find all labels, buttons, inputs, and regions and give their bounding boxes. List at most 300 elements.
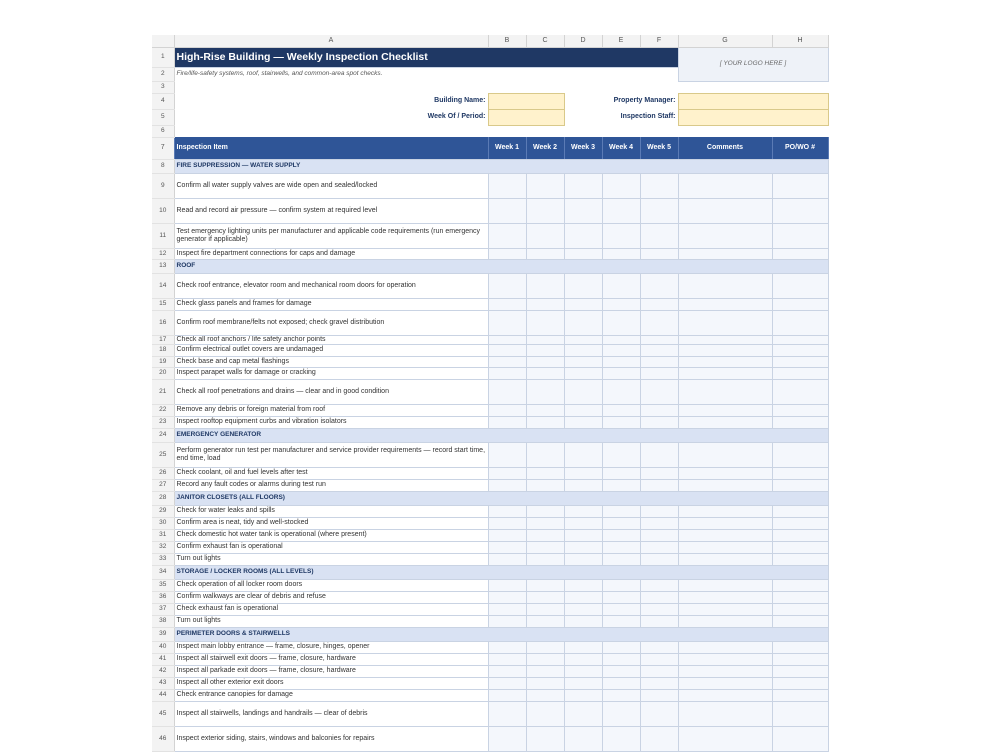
sheet-title[interactable]: High-Rise Building — Weekly Inspection Checklist bbox=[174, 47, 678, 67]
week-1-cell[interactable] bbox=[488, 641, 526, 653]
week-3-cell[interactable] bbox=[564, 579, 602, 591]
week-2-cell[interactable] bbox=[526, 404, 564, 416]
week-3-cell[interactable] bbox=[564, 641, 602, 653]
week-2-cell[interactable] bbox=[526, 591, 564, 603]
week-1-cell[interactable] bbox=[488, 665, 526, 677]
comments-cell[interactable] bbox=[678, 701, 772, 726]
row-number[interactable]: 15 bbox=[152, 298, 174, 310]
po-wo-cell[interactable] bbox=[772, 665, 828, 677]
week-2-cell[interactable] bbox=[526, 517, 564, 529]
row-number[interactable]: 10 bbox=[152, 198, 174, 223]
week-4-cell[interactable] bbox=[602, 479, 640, 491]
comments-cell[interactable] bbox=[678, 579, 772, 591]
week-3-cell[interactable] bbox=[564, 416, 602, 428]
week-3-cell[interactable] bbox=[564, 653, 602, 665]
week-5-cell[interactable] bbox=[640, 467, 678, 479]
week-2-cell[interactable] bbox=[526, 701, 564, 726]
po-wo-cell[interactable] bbox=[772, 615, 828, 627]
week-2-cell[interactable] bbox=[526, 579, 564, 591]
week-2-cell[interactable] bbox=[526, 273, 564, 298]
week-5-cell[interactable] bbox=[640, 367, 678, 379]
week-5-cell[interactable] bbox=[640, 615, 678, 627]
week-5-cell[interactable] bbox=[640, 726, 678, 751]
week-4-cell[interactable] bbox=[602, 298, 640, 310]
week-2-cell[interactable] bbox=[526, 603, 564, 615]
po-wo-cell[interactable] bbox=[772, 517, 828, 529]
week-2-cell[interactable] bbox=[526, 367, 564, 379]
comments-cell[interactable] bbox=[678, 173, 772, 198]
week-4-cell[interactable] bbox=[602, 248, 640, 259]
row-number[interactable]: 45 bbox=[152, 701, 174, 726]
empty-cell[interactable] bbox=[174, 81, 828, 93]
row-number[interactable]: 14 bbox=[152, 273, 174, 298]
week-1-cell[interactable] bbox=[488, 173, 526, 198]
week-5-cell[interactable] bbox=[640, 173, 678, 198]
week-3-cell[interactable] bbox=[564, 677, 602, 689]
row-number[interactable]: 31 bbox=[152, 529, 174, 541]
comments-cell[interactable] bbox=[678, 273, 772, 298]
comments-cell[interactable] bbox=[678, 541, 772, 553]
column-header-f[interactable]: F bbox=[640, 35, 678, 47]
week-4-cell[interactable] bbox=[602, 677, 640, 689]
week-2-cell[interactable] bbox=[526, 726, 564, 751]
inspection-item-cell[interactable]: Turn out lights bbox=[174, 553, 488, 565]
week-1-cell[interactable] bbox=[488, 310, 526, 335]
header-week-5[interactable]: Week 5 bbox=[640, 137, 678, 159]
comments-cell[interactable] bbox=[678, 335, 772, 344]
week-3-cell[interactable] bbox=[564, 726, 602, 751]
po-wo-cell[interactable] bbox=[772, 335, 828, 344]
comments-cell[interactable] bbox=[678, 248, 772, 259]
week-2-cell[interactable] bbox=[526, 677, 564, 689]
week-3-cell[interactable] bbox=[564, 603, 602, 615]
week-4-cell[interactable] bbox=[602, 223, 640, 248]
week-3-cell[interactable] bbox=[564, 379, 602, 404]
comments-cell[interactable] bbox=[678, 505, 772, 517]
po-wo-cell[interactable] bbox=[772, 404, 828, 416]
week-3-cell[interactable] bbox=[564, 298, 602, 310]
inspection-item-cell[interactable]: Inspect parapet walls for damage or cracking bbox=[174, 367, 488, 379]
header-week-3[interactable]: Week 3 bbox=[564, 137, 602, 159]
week-5-cell[interactable] bbox=[640, 517, 678, 529]
inspection-item-cell[interactable]: Check all roof penetrations and drains — clear and in good condition bbox=[174, 379, 488, 404]
week-1-cell[interactable] bbox=[488, 442, 526, 467]
po-wo-cell[interactable] bbox=[772, 298, 828, 310]
week-1-cell[interactable] bbox=[488, 223, 526, 248]
week-5-cell[interactable] bbox=[640, 689, 678, 701]
header-inspection-item[interactable]: Inspection Item bbox=[174, 137, 488, 159]
po-wo-cell[interactable] bbox=[772, 442, 828, 467]
row-number[interactable]: 8 bbox=[152, 159, 174, 173]
week-2-cell[interactable] bbox=[526, 505, 564, 517]
week-4-cell[interactable] bbox=[602, 173, 640, 198]
inspection-item-cell[interactable]: Confirm area is neat, tidy and well-stocked bbox=[174, 517, 488, 529]
week-2-cell[interactable] bbox=[526, 479, 564, 491]
section-title[interactable]: JANITOR CLOSETS (ALL FLOORS) bbox=[174, 491, 828, 505]
row-number[interactable]: 33 bbox=[152, 553, 174, 565]
section-title[interactable]: FIRE SUPPRESSION — WATER SUPPLY bbox=[174, 159, 828, 173]
week-1-cell[interactable] bbox=[488, 404, 526, 416]
po-wo-cell[interactable] bbox=[772, 173, 828, 198]
comments-cell[interactable] bbox=[678, 726, 772, 751]
week-5-cell[interactable] bbox=[640, 653, 678, 665]
week-4-cell[interactable] bbox=[602, 701, 640, 726]
inspection-item-cell[interactable]: Check domestic hot water tank is operational (where present) bbox=[174, 529, 488, 541]
row-number[interactable]: 19 bbox=[152, 356, 174, 367]
comments-cell[interactable] bbox=[678, 223, 772, 248]
inspection-item-cell[interactable]: Inspect exterior siding, stairs, windows and balconies for repairs bbox=[174, 726, 488, 751]
row-number[interactable]: 3 bbox=[152, 81, 174, 93]
week-3-cell[interactable] bbox=[564, 335, 602, 344]
week-1-cell[interactable] bbox=[488, 467, 526, 479]
inspection-item-cell[interactable]: Check for water leaks and spills bbox=[174, 505, 488, 517]
week-2-cell[interactable] bbox=[526, 615, 564, 627]
comments-cell[interactable] bbox=[678, 653, 772, 665]
week-5-cell[interactable] bbox=[640, 416, 678, 428]
section-title[interactable]: STORAGE / LOCKER ROOMS (ALL LEVELS) bbox=[174, 565, 828, 579]
inspection-item-cell[interactable]: Confirm all water supply valves are wide open and sealed/locked bbox=[174, 173, 488, 198]
comments-cell[interactable] bbox=[678, 517, 772, 529]
week-3-cell[interactable] bbox=[564, 529, 602, 541]
week-5-cell[interactable] bbox=[640, 579, 678, 591]
inspection-item-cell[interactable]: Check base and cap metal flashings bbox=[174, 356, 488, 367]
week-4-cell[interactable] bbox=[602, 198, 640, 223]
inspection-item-cell[interactable]: Remove any debris or foreign material from roof bbox=[174, 404, 488, 416]
week-4-cell[interactable] bbox=[602, 579, 640, 591]
week-2-cell[interactable] bbox=[526, 689, 564, 701]
po-wo-cell[interactable] bbox=[772, 677, 828, 689]
inspection-item-cell[interactable]: Check roof entrance, elevator room and mechanical room doors for operation bbox=[174, 273, 488, 298]
week-4-cell[interactable] bbox=[602, 591, 640, 603]
week-2-cell[interactable] bbox=[526, 641, 564, 653]
row-number[interactable]: 18 bbox=[152, 344, 174, 356]
week-1-cell[interactable] bbox=[488, 653, 526, 665]
inspection-item-cell[interactable]: Check operation of all locker room doors bbox=[174, 579, 488, 591]
row-number[interactable]: 39 bbox=[152, 627, 174, 641]
week-1-cell[interactable] bbox=[488, 615, 526, 627]
po-wo-cell[interactable] bbox=[772, 726, 828, 751]
week-1-cell[interactable] bbox=[488, 701, 526, 726]
week-1-cell[interactable] bbox=[488, 367, 526, 379]
po-wo-cell[interactable] bbox=[772, 653, 828, 665]
week-3-cell[interactable] bbox=[564, 404, 602, 416]
po-wo-cell[interactable] bbox=[772, 273, 828, 298]
week-3-cell[interactable] bbox=[564, 198, 602, 223]
week-3-cell[interactable] bbox=[564, 173, 602, 198]
week-4-cell[interactable] bbox=[602, 404, 640, 416]
week-5-cell[interactable] bbox=[640, 479, 678, 491]
row-number[interactable]: 30 bbox=[152, 517, 174, 529]
week-4-cell[interactable] bbox=[602, 517, 640, 529]
comments-cell[interactable] bbox=[678, 367, 772, 379]
sheet-subtitle[interactable]: Fire/life-safety systems, roof, stairwells, and common-area spot checks. bbox=[176, 70, 383, 78]
week-3-cell[interactable] bbox=[564, 442, 602, 467]
row-number[interactable]: 37 bbox=[152, 603, 174, 615]
row-number[interactable]: 4 bbox=[152, 93, 174, 109]
week-4-cell[interactable] bbox=[602, 641, 640, 653]
inspection-item-cell[interactable]: Record any fault codes or alarms during test run bbox=[174, 479, 488, 491]
section-title[interactable]: PERIMETER DOORS & STAIRWELLS bbox=[174, 627, 828, 641]
comments-cell[interactable] bbox=[678, 467, 772, 479]
week-4-cell[interactable] bbox=[602, 603, 640, 615]
inspection-staff-input[interactable] bbox=[678, 109, 828, 125]
header-week-1[interactable]: Week 1 bbox=[488, 137, 526, 159]
week-5-cell[interactable] bbox=[640, 505, 678, 517]
inspection-item-cell[interactable]: Inspect main lobby entrance — frame, closure, hinges, opener bbox=[174, 641, 488, 653]
week-4-cell[interactable] bbox=[602, 615, 640, 627]
week-4-cell[interactable] bbox=[602, 310, 640, 335]
week-1-cell[interactable] bbox=[488, 517, 526, 529]
row-number[interactable]: 32 bbox=[152, 541, 174, 553]
comments-cell[interactable] bbox=[678, 479, 772, 491]
week-1-cell[interactable] bbox=[488, 726, 526, 751]
inspection-item-cell[interactable]: Inspect all other exterior exit doors bbox=[174, 677, 488, 689]
po-wo-cell[interactable] bbox=[772, 553, 828, 565]
comments-cell[interactable] bbox=[678, 344, 772, 356]
row-number[interactable]: 44 bbox=[152, 689, 174, 701]
section-title[interactable]: EMERGENCY GENERATOR bbox=[174, 428, 828, 442]
comments-cell[interactable] bbox=[678, 310, 772, 335]
comments-cell[interactable] bbox=[678, 677, 772, 689]
po-wo-cell[interactable] bbox=[772, 344, 828, 356]
row-number[interactable]: 6 bbox=[152, 125, 174, 137]
week-5-cell[interactable] bbox=[640, 356, 678, 367]
row-number[interactable]: 38 bbox=[152, 615, 174, 627]
week-2-cell[interactable] bbox=[526, 173, 564, 198]
row-number[interactable]: 12 bbox=[152, 248, 174, 259]
property-manager-input[interactable] bbox=[678, 93, 828, 109]
inspection-item-cell[interactable]: Confirm roof membrane/felts not exposed; check gravel distribution bbox=[174, 310, 488, 335]
week-2-cell[interactable] bbox=[526, 223, 564, 248]
week-2-cell[interactable] bbox=[526, 198, 564, 223]
po-wo-cell[interactable] bbox=[772, 248, 828, 259]
week-4-cell[interactable] bbox=[602, 335, 640, 344]
comments-cell[interactable] bbox=[678, 603, 772, 615]
week-1-cell[interactable] bbox=[488, 479, 526, 491]
week-5-cell[interactable] bbox=[640, 677, 678, 689]
week-1-cell[interactable] bbox=[488, 273, 526, 298]
po-wo-cell[interactable] bbox=[772, 416, 828, 428]
week-2-cell[interactable] bbox=[526, 356, 564, 367]
inspection-item-cell[interactable]: Check coolant, oil and fuel levels after test bbox=[174, 467, 488, 479]
week-4-cell[interactable] bbox=[602, 379, 640, 404]
week-2-cell[interactable] bbox=[526, 467, 564, 479]
week-2-cell[interactable] bbox=[526, 653, 564, 665]
po-wo-cell[interactable] bbox=[772, 356, 828, 367]
week-3-cell[interactable] bbox=[564, 479, 602, 491]
po-wo-cell[interactable] bbox=[772, 223, 828, 248]
week-1-cell[interactable] bbox=[488, 603, 526, 615]
po-wo-cell[interactable] bbox=[772, 603, 828, 615]
week-3-cell[interactable] bbox=[564, 248, 602, 259]
week-4-cell[interactable] bbox=[602, 442, 640, 467]
week-4-cell[interactable] bbox=[602, 367, 640, 379]
row-number[interactable]: 46 bbox=[152, 726, 174, 751]
week-1-cell[interactable] bbox=[488, 553, 526, 565]
comments-cell[interactable] bbox=[678, 689, 772, 701]
week-1-cell[interactable] bbox=[488, 298, 526, 310]
column-header-h[interactable]: H bbox=[772, 35, 828, 47]
week-1-cell[interactable] bbox=[488, 248, 526, 259]
row-number[interactable]: 42 bbox=[152, 665, 174, 677]
week-5-cell[interactable] bbox=[640, 310, 678, 335]
inspection-item-cell[interactable]: Inspect rooftop equipment curbs and vibration isolators bbox=[174, 416, 488, 428]
week-1-cell[interactable] bbox=[488, 198, 526, 223]
week-5-cell[interactable] bbox=[640, 198, 678, 223]
week-5-cell[interactable] bbox=[640, 442, 678, 467]
po-wo-cell[interactable] bbox=[772, 198, 828, 223]
po-wo-cell[interactable] bbox=[772, 467, 828, 479]
week-4-cell[interactable] bbox=[602, 344, 640, 356]
row-number[interactable]: 23 bbox=[152, 416, 174, 428]
comments-cell[interactable] bbox=[678, 591, 772, 603]
header-comments[interactable]: Comments bbox=[678, 137, 772, 159]
week-1-cell[interactable] bbox=[488, 541, 526, 553]
section-title[interactable]: ROOF bbox=[174, 259, 828, 273]
row-number[interactable]: 27 bbox=[152, 479, 174, 491]
week-1-cell[interactable] bbox=[488, 344, 526, 356]
week-2-cell[interactable] bbox=[526, 379, 564, 404]
comments-cell[interactable] bbox=[678, 615, 772, 627]
week-5-cell[interactable] bbox=[640, 248, 678, 259]
week-2-cell[interactable] bbox=[526, 553, 564, 565]
week-4-cell[interactable] bbox=[602, 726, 640, 751]
week-5-cell[interactable] bbox=[640, 379, 678, 404]
comments-cell[interactable] bbox=[678, 442, 772, 467]
po-wo-cell[interactable] bbox=[772, 689, 828, 701]
logo-placeholder[interactable]: [ YOUR LOGO HERE ] bbox=[678, 47, 828, 81]
comments-cell[interactable] bbox=[678, 665, 772, 677]
po-wo-cell[interactable] bbox=[772, 505, 828, 517]
week-3-cell[interactable] bbox=[564, 467, 602, 479]
week-2-cell[interactable] bbox=[526, 298, 564, 310]
po-wo-cell[interactable] bbox=[772, 541, 828, 553]
week-4-cell[interactable] bbox=[602, 356, 640, 367]
week-5-cell[interactable] bbox=[640, 665, 678, 677]
week-5-cell[interactable] bbox=[640, 404, 678, 416]
week-3-cell[interactable] bbox=[564, 344, 602, 356]
inspection-item-cell[interactable]: Read and record air pressure — confirm system at required level bbox=[174, 198, 488, 223]
inspection-item-cell[interactable]: Check exhaust fan is operational bbox=[174, 603, 488, 615]
week-3-cell[interactable] bbox=[564, 701, 602, 726]
inspection-item-cell[interactable]: Inspect all stairwells, landings and handrails — clear of debris bbox=[174, 701, 488, 726]
row-number[interactable]: 7 bbox=[152, 137, 174, 159]
week-3-cell[interactable] bbox=[564, 665, 602, 677]
week-1-cell[interactable] bbox=[488, 591, 526, 603]
comments-cell[interactable] bbox=[678, 641, 772, 653]
inspection-item-cell[interactable]: Turn out lights bbox=[174, 615, 488, 627]
week-1-cell[interactable] bbox=[488, 579, 526, 591]
week-4-cell[interactable] bbox=[602, 529, 640, 541]
column-header-e[interactable]: E bbox=[602, 35, 640, 47]
row-number[interactable]: 25 bbox=[152, 442, 174, 467]
inspection-item-cell[interactable]: Perform generator run test per manufacturer and service provider requirements — record start time, end time, load bbox=[174, 442, 488, 467]
inspection-item-cell[interactable]: Inspect all stairwell exit doors — frame, closure, hardware bbox=[174, 653, 488, 665]
week-3-cell[interactable] bbox=[564, 553, 602, 565]
column-header-d[interactable]: D bbox=[564, 35, 602, 47]
row-number[interactable]: 5 bbox=[152, 109, 174, 125]
week-4-cell[interactable] bbox=[602, 541, 640, 553]
week-5-cell[interactable] bbox=[640, 701, 678, 726]
empty-cell[interactable] bbox=[174, 125, 828, 137]
row-number[interactable]: 36 bbox=[152, 591, 174, 603]
week-2-cell[interactable] bbox=[526, 248, 564, 259]
week-2-cell[interactable] bbox=[526, 665, 564, 677]
week-5-cell[interactable] bbox=[640, 335, 678, 344]
po-wo-cell[interactable] bbox=[772, 479, 828, 491]
header-po-wo[interactable]: PO/WO # bbox=[772, 137, 828, 159]
row-number[interactable]: 34 bbox=[152, 565, 174, 579]
row-number[interactable]: 41 bbox=[152, 653, 174, 665]
week-4-cell[interactable] bbox=[602, 505, 640, 517]
row-number[interactable]: 9 bbox=[152, 173, 174, 198]
week-3-cell[interactable] bbox=[564, 310, 602, 335]
header-week-4[interactable]: Week 4 bbox=[602, 137, 640, 159]
row-number[interactable]: 40 bbox=[152, 641, 174, 653]
comments-cell[interactable] bbox=[678, 298, 772, 310]
inspection-item-cell[interactable]: Confirm electrical outlet covers are undamaged bbox=[174, 344, 488, 356]
inspection-item-cell[interactable]: Test emergency lighting units per manufacturer and applicable code requirements (run emergency generator if applicable) bbox=[174, 223, 488, 248]
week-4-cell[interactable] bbox=[602, 553, 640, 565]
week-5-cell[interactable] bbox=[640, 529, 678, 541]
week-5-cell[interactable] bbox=[640, 273, 678, 298]
row-number[interactable]: 26 bbox=[152, 467, 174, 479]
po-wo-cell[interactable] bbox=[772, 579, 828, 591]
week-3-cell[interactable] bbox=[564, 356, 602, 367]
comments-cell[interactable] bbox=[678, 379, 772, 404]
week-2-cell[interactable] bbox=[526, 442, 564, 467]
week-2-cell[interactable] bbox=[526, 416, 564, 428]
week-3-cell[interactable] bbox=[564, 591, 602, 603]
po-wo-cell[interactable] bbox=[772, 529, 828, 541]
comments-cell[interactable] bbox=[678, 553, 772, 565]
row-number[interactable]: 11 bbox=[152, 223, 174, 248]
week-5-cell[interactable] bbox=[640, 641, 678, 653]
row-number[interactable]: 13 bbox=[152, 259, 174, 273]
po-wo-cell[interactable] bbox=[772, 591, 828, 603]
week-3-cell[interactable] bbox=[564, 689, 602, 701]
week-1-cell[interactable] bbox=[488, 677, 526, 689]
week-5-cell[interactable] bbox=[640, 344, 678, 356]
week-1-cell[interactable] bbox=[488, 689, 526, 701]
inspection-item-cell[interactable]: Check entrance canopies for damage bbox=[174, 689, 488, 701]
week-5-cell[interactable] bbox=[640, 298, 678, 310]
week-5-cell[interactable] bbox=[640, 553, 678, 565]
week-2-cell[interactable] bbox=[526, 344, 564, 356]
header-week-2[interactable]: Week 2 bbox=[526, 137, 564, 159]
week-1-cell[interactable] bbox=[488, 505, 526, 517]
week-3-cell[interactable] bbox=[564, 223, 602, 248]
po-wo-cell[interactable] bbox=[772, 310, 828, 335]
inspection-item-cell[interactable]: Confirm walkways are clear of debris and refuse bbox=[174, 591, 488, 603]
week-3-cell[interactable] bbox=[564, 367, 602, 379]
comments-cell[interactable] bbox=[678, 404, 772, 416]
week-2-cell[interactable] bbox=[526, 529, 564, 541]
po-wo-cell[interactable] bbox=[772, 641, 828, 653]
corner-cell[interactable] bbox=[152, 35, 174, 47]
inspection-item-cell[interactable]: Confirm exhaust fan is operational bbox=[174, 541, 488, 553]
week-3-cell[interactable] bbox=[564, 273, 602, 298]
week-5-cell[interactable] bbox=[640, 541, 678, 553]
week-1-cell[interactable] bbox=[488, 379, 526, 404]
comments-cell[interactable] bbox=[678, 356, 772, 367]
row-number[interactable]: 20 bbox=[152, 367, 174, 379]
column-header-b[interactable]: B bbox=[488, 35, 526, 47]
row-number[interactable]: 22 bbox=[152, 404, 174, 416]
column-header-a[interactable]: A bbox=[174, 35, 488, 47]
row-number[interactable]: 21 bbox=[152, 379, 174, 404]
po-wo-cell[interactable] bbox=[772, 367, 828, 379]
